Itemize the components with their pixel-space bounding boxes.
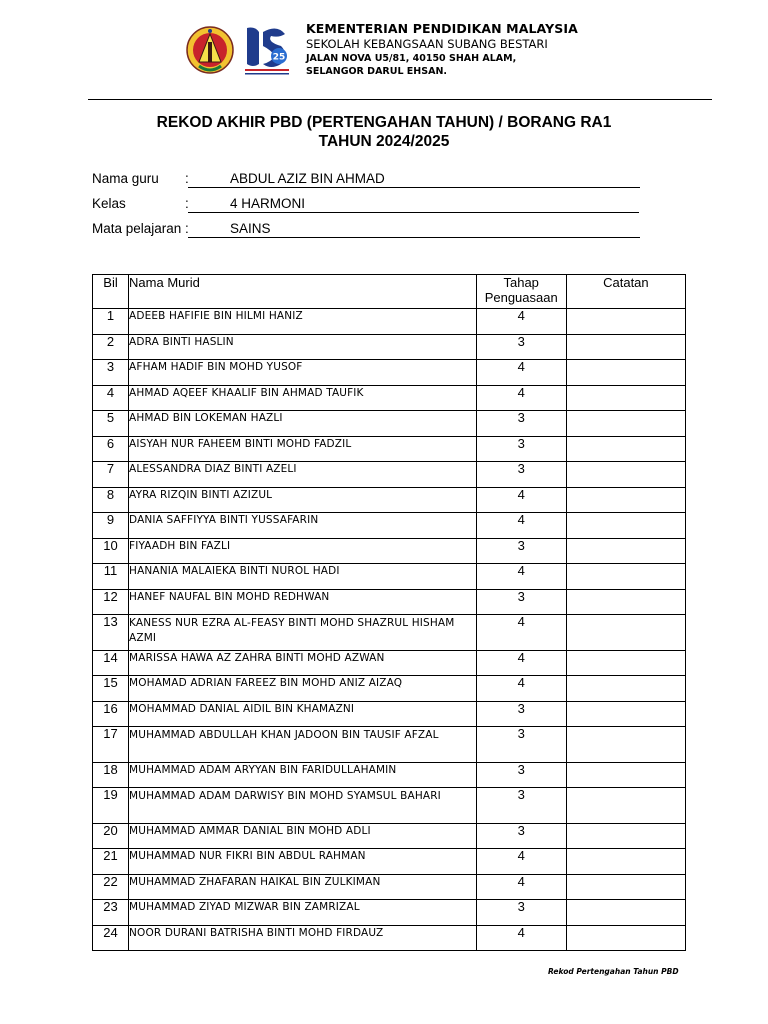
row-bil: 1 <box>93 309 129 335</box>
kelas-label: Kelas <box>92 196 126 211</box>
row-nama: AHMAD BIN LOKEMAN HAZLI <box>129 411 477 437</box>
mapel-field <box>188 221 640 238</box>
row-nama: MARISSA HAWA AZ ZAHRA BINTI MOHD AZWAN <box>129 650 477 676</box>
row-catatan <box>566 513 685 539</box>
row-bil: 5 <box>93 411 129 437</box>
kelas-colon: : <box>185 196 189 211</box>
row-bil: 11 <box>93 564 129 590</box>
ministry-name: KEMENTERIAN PENDIDIKAN MALAYSIA <box>306 21 578 36</box>
row-tahap: 3 <box>476 900 566 926</box>
row-nama: HANANIA MALAIEKA BINTI NUROL HADI <box>129 564 477 590</box>
row-catatan <box>566 650 685 676</box>
table-row <box>93 385 686 411</box>
row-tahap: 3 <box>476 436 566 462</box>
row-tahap: 3 <box>476 701 566 727</box>
table-row <box>93 411 686 437</box>
mapel-value: SAINS <box>230 221 271 236</box>
row-bil: 21 <box>93 849 129 875</box>
row-bil: 23 <box>93 900 129 926</box>
row-tahap: 4 <box>476 874 566 900</box>
table-body <box>93 309 686 951</box>
row-catatan <box>566 436 685 462</box>
table-row <box>93 900 686 926</box>
row-nama: MUHAMMAD ADAM DARWISY BIN MOHD SYAMSUL BAHARI <box>129 788 477 824</box>
table-row <box>93 615 686 651</box>
table-row <box>93 701 686 727</box>
footer-note: Rekod Pertengahan Tahun PBD <box>548 967 679 976</box>
table-row <box>93 676 686 702</box>
row-tahap: 4 <box>476 360 566 386</box>
row-bil: 3 <box>93 360 129 386</box>
table-row <box>93 564 686 590</box>
row-catatan <box>566 615 685 651</box>
row-bil: 16 <box>93 701 129 727</box>
row-bil: 20 <box>93 823 129 849</box>
table-row <box>93 589 686 615</box>
row-bil: 15 <box>93 676 129 702</box>
row-bil: 13 <box>93 615 129 651</box>
row-catatan <box>566 334 685 360</box>
table-row <box>93 360 686 386</box>
row-tahap: 4 <box>476 650 566 676</box>
document-year: TAHUN 2024/2025 <box>318 133 450 150</box>
row-catatan <box>566 727 685 763</box>
row-catatan <box>566 701 685 727</box>
guru-label: Nama guru <box>92 171 159 186</box>
row-catatan <box>566 487 685 513</box>
row-catatan <box>566 874 685 900</box>
table-header-row <box>93 275 686 309</box>
table-row <box>93 727 686 763</box>
row-nama: MUHAMMAD NUR FIKRI BIN ABDUL RAHMAN <box>129 849 477 875</box>
row-bil: 19 <box>93 788 129 824</box>
row-bil: 14 <box>93 650 129 676</box>
row-tahap: 4 <box>476 676 566 702</box>
address-line-2: SELANGOR DARUL EHSAN. <box>306 66 448 77</box>
header-tahap: Tahap Penguasaan <box>476 275 566 309</box>
table-row <box>93 462 686 488</box>
row-nama: ADEEB HAFIFIE BIN HILMI HANIZ <box>129 309 477 335</box>
row-catatan <box>566 462 685 488</box>
row-tahap: 4 <box>476 925 566 951</box>
address-line-1: JALAN NOVA U5/81, 40150 SHAH ALAM, <box>306 53 517 64</box>
row-catatan <box>566 900 685 926</box>
row-tahap: 4 <box>476 849 566 875</box>
mapel-colon: : <box>185 221 189 236</box>
table-row <box>93 436 686 462</box>
row-tahap: 3 <box>476 762 566 788</box>
row-catatan <box>566 676 685 702</box>
guru-field <box>188 171 640 188</box>
row-catatan <box>566 788 685 824</box>
header-catatan: Catatan <box>566 275 685 309</box>
row-nama: KANESS NUR EZRA AL-FEASY BINTI MOHD SHAZRUL HISHAM AZMI <box>129 615 477 651</box>
row-tahap: 3 <box>476 788 566 824</box>
row-bil: 17 <box>93 727 129 763</box>
row-catatan <box>566 762 685 788</box>
table-row <box>93 650 686 676</box>
row-nama: DANIA SAFFIYYA BINTI YUSSAFARIN <box>129 513 477 539</box>
header-nama: Nama Murid <box>129 275 477 309</box>
row-catatan <box>566 823 685 849</box>
table-row <box>93 788 686 824</box>
row-tahap: 4 <box>476 615 566 651</box>
row-catatan <box>566 411 685 437</box>
row-tahap: 4 <box>476 513 566 539</box>
table-row <box>93 513 686 539</box>
row-nama: AYRA RIZQIN BINTI AZIZUL <box>129 487 477 513</box>
table-row <box>93 925 686 951</box>
table-row <box>93 309 686 335</box>
row-bil: 24 <box>93 925 129 951</box>
guru-value: ABDUL AZIZ BIN AHMAD <box>230 171 385 186</box>
row-nama: MUHAMMAD ABDULLAH KHAN JADOON BIN TAUSIF AFZAL <box>129 727 477 763</box>
row-catatan <box>566 564 685 590</box>
row-bil: 18 <box>93 762 129 788</box>
school-crest-icon <box>185 22 235 78</box>
record-table <box>92 274 686 951</box>
row-bil: 22 <box>93 874 129 900</box>
row-catatan <box>566 360 685 386</box>
header-bil: Bil <box>93 275 129 309</box>
row-tahap: 3 <box>476 538 566 564</box>
row-catatan <box>566 589 685 615</box>
row-bil: 8 <box>93 487 129 513</box>
row-tahap: 3 <box>476 727 566 763</box>
row-nama: MUHAMMAD ZHAFARAN HAIKAL BIN ZULKIMAN <box>129 874 477 900</box>
row-tahap: 4 <box>476 487 566 513</box>
table-row <box>93 334 686 360</box>
row-bil: 4 <box>93 385 129 411</box>
row-catatan <box>566 925 685 951</box>
table-row <box>93 823 686 849</box>
school-name: SEKOLAH KEBANGSAAN SUBANG BESTARI <box>306 37 548 51</box>
org-header <box>306 21 578 78</box>
row-nama: HANEF NAUFAL BIN MOHD REDHWAN <box>129 589 477 615</box>
guru-colon: : <box>185 171 189 186</box>
row-nama: FIYAADH BIN FAZLI <box>129 538 477 564</box>
row-tahap: 3 <box>476 589 566 615</box>
row-nama: ALESSANDRA DIAZ BINTI AZELI <box>129 462 477 488</box>
row-nama: MUHAMMAD ZIYAD MIZWAR BIN ZAMRIZAL <box>129 900 477 926</box>
row-nama: MOHAMAD ADRIAN FAREEZ BIN MOHD ANIZ AIZAQ <box>129 676 477 702</box>
row-catatan <box>566 849 685 875</box>
row-bil: 9 <box>93 513 129 539</box>
table-row <box>93 849 686 875</box>
table-row <box>93 874 686 900</box>
header-logos <box>185 22 295 80</box>
header-divider <box>88 99 712 100</box>
row-tahap: 4 <box>476 564 566 590</box>
row-bil: 12 <box>93 589 129 615</box>
row-catatan <box>566 538 685 564</box>
row-catatan <box>566 309 685 335</box>
row-tahap: 4 <box>476 385 566 411</box>
row-tahap: 4 <box>476 309 566 335</box>
row-nama: NOOR DURANI BATRISHA BINTI MOHD FIRDAUZ <box>129 925 477 951</box>
anniversary-25-logo-icon <box>241 24 291 78</box>
kelas-value: 4 HARMONI <box>230 196 306 211</box>
row-nama: ADRA BINTI HASLIN <box>129 334 477 360</box>
row-bil: 7 <box>93 462 129 488</box>
row-nama: MOHAMMAD DANIAL AIDIL BIN KHAMAZNI <box>129 701 477 727</box>
table-row <box>93 762 686 788</box>
row-nama: MUHAMMAD ADAM ARYYAN BIN FARIDULLAHAMIN <box>129 762 477 788</box>
row-tahap: 3 <box>476 462 566 488</box>
row-tahap: 3 <box>476 334 566 360</box>
row-nama: AHMAD AQEEF KHAALIF BIN AHMAD TAUFIK <box>129 385 477 411</box>
row-tahap: 3 <box>476 823 566 849</box>
row-nama: MUHAMMAD AMMAR DANIAL BIN MOHD ADLI <box>129 823 477 849</box>
row-bil: 2 <box>93 334 129 360</box>
badge-number: 25 <box>272 52 286 63</box>
row-nama: AISYAH NUR FAHEEM BINTI MOHD FADZIL <box>129 436 477 462</box>
row-bil: 6 <box>93 436 129 462</box>
row-bil: 10 <box>93 538 129 564</box>
table-row <box>93 487 686 513</box>
row-catatan <box>566 385 685 411</box>
document-title: REKOD AKHIR PBD (PERTENGAHAN TAHUN) / BORANG RA1 <box>156 114 612 131</box>
row-tahap: 3 <box>476 411 566 437</box>
kelas-field <box>188 196 639 213</box>
mapel-label: Mata pelajaran <box>92 221 182 236</box>
table-row <box>93 538 686 564</box>
row-nama: AFHAM HADIF BIN MOHD YUSOF <box>129 360 477 386</box>
